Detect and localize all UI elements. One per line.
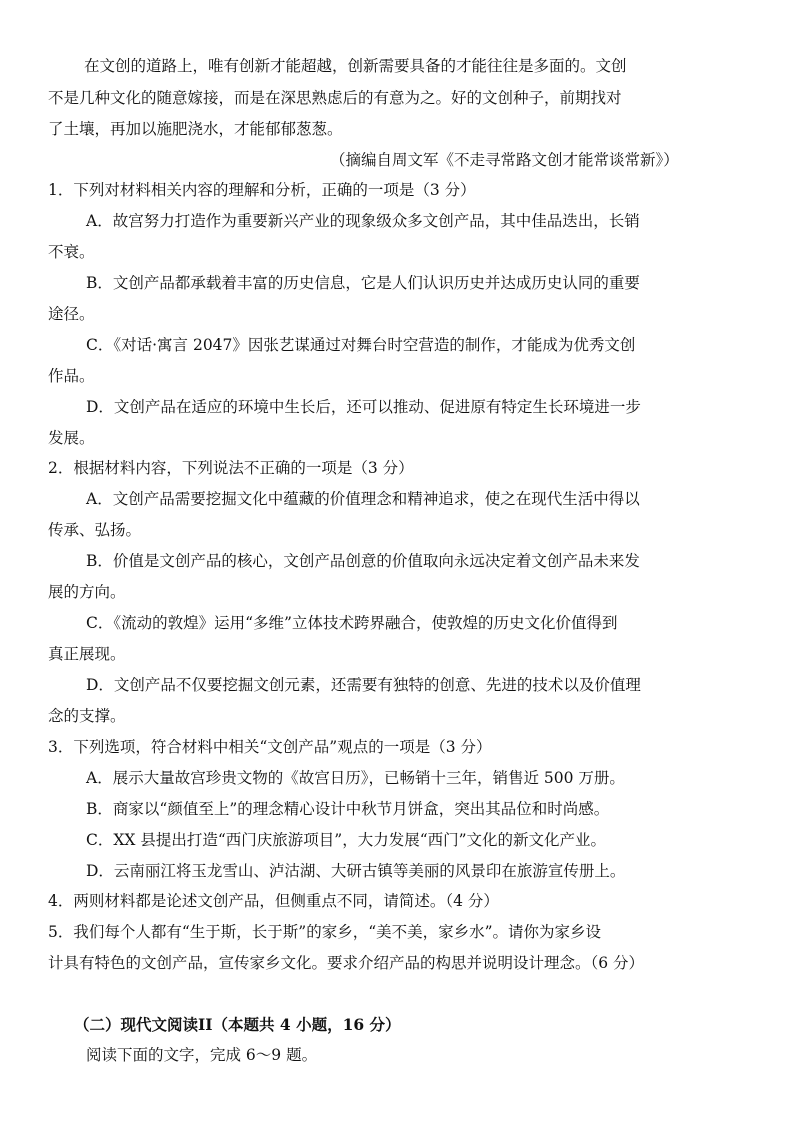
section-2-instruction: 阅读下面的文字，完成 6～9 题。 bbox=[86, 1046, 318, 1064]
question-1-option-d: D．文创产品在适应的环境中生长后，还可以推动、促进原有特定生长环境进一步 bbox=[86, 398, 641, 416]
question-2-option-d-cont: 念的支撑。 bbox=[48, 707, 126, 725]
question-4-stem: 4．两则材料都是论述文创产品，但侧重点不同，请简述。（4 分） bbox=[48, 892, 499, 910]
question-3-option-d: D．云南丽江将玉龙雪山、泸沽湖、大研古镇等美丽的风景印在旅游宣传册上。 bbox=[86, 862, 626, 880]
question-1-option-b: B．文创产品都承载着丰富的历史信息，它是人们认识历史并达成历史认同的重要 bbox=[86, 274, 640, 292]
question-1-option-a-cont: 不衰。 bbox=[48, 243, 95, 261]
passage-line-1: 在文创的道路上，唯有创新才能超越，创新需要具备的才能往往是多面的。文创 bbox=[84, 57, 627, 75]
question-2-option-c-cont: 真正展现。 bbox=[48, 645, 126, 663]
question-3-option-a: A．展示大量故宫珍贵文物的《故宫日历》，已畅销十三年，销售近 500 万册。 bbox=[86, 769, 625, 787]
section-2-title: （二）现代文阅读II（本题共 4 小题，16 分） bbox=[74, 1015, 401, 1034]
passage-line-2: 不是几种文化的随意嫁接，而是在深思熟虑后的有意为之。好的文创种子，前期找对 bbox=[48, 89, 622, 107]
question-1-option-c-cont: 作品。 bbox=[48, 367, 95, 385]
question-3-stem: 3．下列选项，符合材料中相关“文创产品”观点的一项是（3 分） bbox=[48, 738, 492, 756]
question-2-option-d: D．文创产品不仅要挖掘文创元素，还需要有独特的创意、先进的技术以及价值理 bbox=[86, 676, 641, 694]
question-2-option-b: B．价值是文创产品的核心，文创产品创意的价值取向永远决定着文创产品未来发 bbox=[86, 552, 640, 570]
question-1-option-b-cont: 途径。 bbox=[48, 305, 95, 323]
question-2-option-a: A．文创产品需要挖掘文化中蕴藏的价值理念和精神追求，使之在现代生活中得以 bbox=[86, 490, 640, 508]
question-5-line-1: 5．我们每个人都有“生于斯，长于斯”的家乡，“美不美，家乡水”。请你为家乡设 bbox=[48, 923, 602, 941]
passage-citation: （摘编自周文军《不走寻常路文创才能常谈常新》） bbox=[330, 151, 679, 169]
question-1-option-a: A．故宫努力打造作为重要新兴产业的现象级众多文创产品，其中佳品迭出，长销 bbox=[86, 212, 640, 230]
question-1-option-d-cont: 发展。 bbox=[48, 429, 95, 447]
passage-line-3: 了土壤，再加以施肥浇水，才能郁郁葱葱。 bbox=[48, 120, 343, 138]
question-3-option-b: B．商家以“颜值至上”的理念精心设计中秋节月饼盒，突出其品位和时尚感。 bbox=[86, 800, 610, 818]
question-2-option-b-cont: 展的方向。 bbox=[48, 583, 126, 601]
question-2-option-a-cont: 传承、弘扬。 bbox=[48, 521, 142, 539]
question-2-option-c: C．《流动的敦煌》运用“多维”立体技术跨界融合，使敦煌的历史文化价值得到 bbox=[86, 614, 618, 632]
question-5-line-2: 计具有特色的文创产品，宣传家乡文化。要求介绍产品的构思并说明设计理念。（6 分） bbox=[48, 954, 645, 972]
question-1-stem: 1．下列对材料相关内容的理解和分析，正确的一项是（3 分） bbox=[48, 181, 476, 199]
question-3-option-c: C．XX 县提出打造“西门庆旅游项目”，大力发展“西门”文化的新文化产业。 bbox=[86, 831, 607, 849]
question-2-stem: 2．根据材料内容，下列说法不正确的一项是（3 分） bbox=[48, 459, 414, 477]
question-1-option-c: C．《对话·寓言 2047》因张艺谋通过对舞台时空营造的制作，才能成为优秀文创 bbox=[86, 336, 636, 354]
